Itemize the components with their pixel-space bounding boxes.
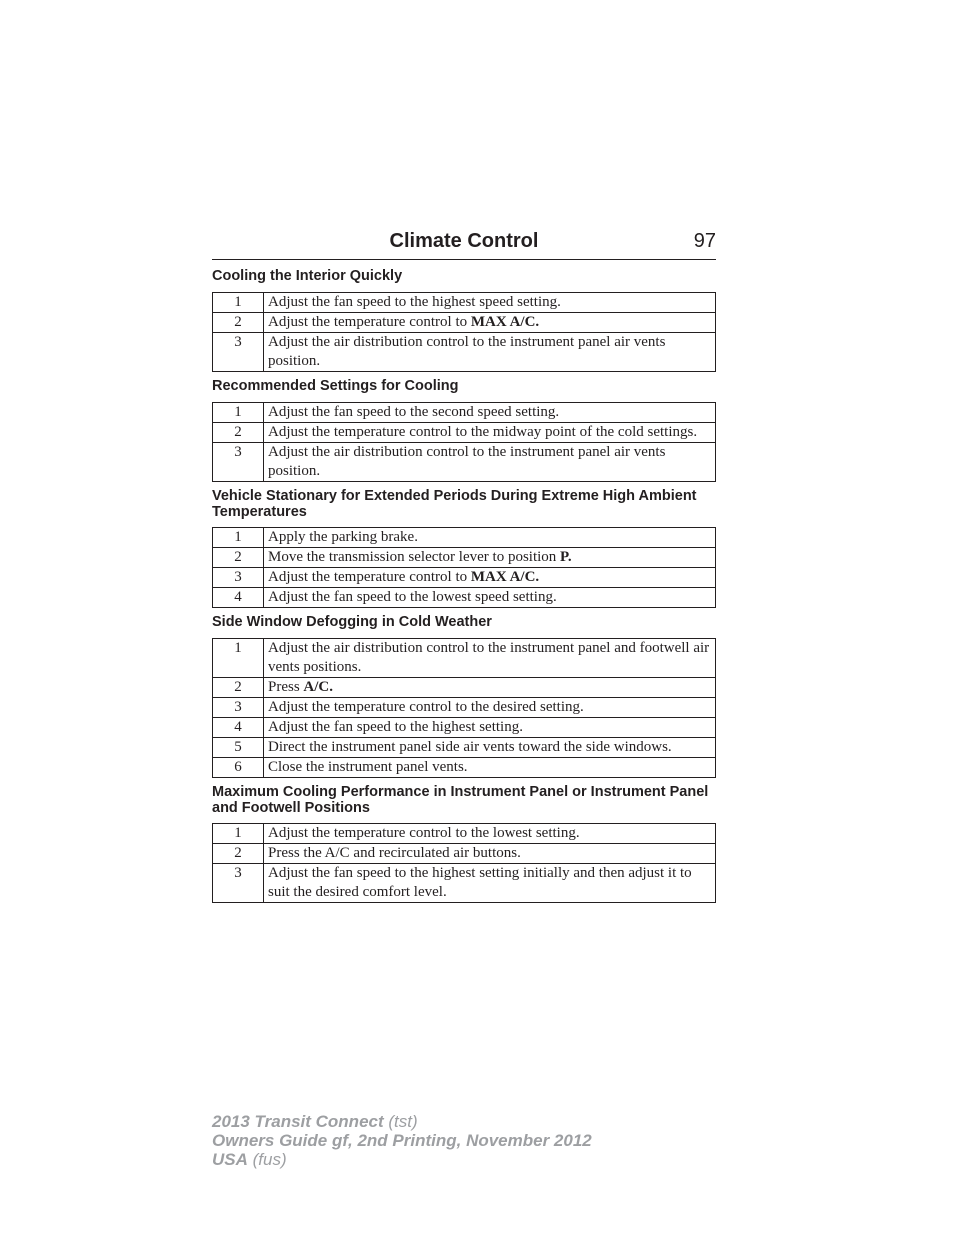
step-number: 3 <box>213 443 264 482</box>
table-row <box>213 639 716 678</box>
step-text-main: Adjust the air distribution control to the instrument panel and footwell air vents positions. <box>268 640 710 675</box>
step-text <box>264 758 716 778</box>
step-text-main: Apply the parking brake. <box>268 529 418 545</box>
step-text-main: Adjust the temperature control to <box>268 569 471 585</box>
steps-table-maximum-cooling <box>212 823 716 903</box>
table-row <box>213 293 716 313</box>
section-heading-maximum-cooling: Maximum Cooling Performance in Instrument Panel or Instrument Panel and Footwell Positions <box>212 784 709 816</box>
step-text <box>264 738 716 758</box>
step-number: 2 <box>213 548 264 568</box>
step-text-main: Adjust the fan speed to the highest speed setting. <box>268 294 561 310</box>
step-text-bold: A/C. <box>303 679 334 695</box>
step-number: 4 <box>213 718 264 738</box>
step-number: 2 <box>213 313 264 333</box>
table-row <box>213 313 716 333</box>
footer-line-vehicle <box>212 1112 592 1131</box>
step-text-main: Move the transmission selector lever to position <box>268 549 561 565</box>
step-text-main: Adjust the temperature control to <box>268 314 471 330</box>
page-footer <box>212 1112 592 1169</box>
step-text-main: Adjust the temperature control to the desired setting. <box>268 699 584 715</box>
step-text-bold: MAX A/C. <box>470 569 540 585</box>
step-text <box>264 864 716 903</box>
step-text-main: Adjust the temperature control to the lowest setting. <box>268 825 580 841</box>
step-text <box>264 293 716 313</box>
table-row <box>213 568 716 588</box>
step-text <box>264 528 716 548</box>
step-number: 1 <box>213 403 264 423</box>
step-text <box>264 824 716 844</box>
page-title: Climate Control <box>389 230 539 252</box>
step-text-main: Adjust the fan speed to the lowest speed setting. <box>268 589 557 605</box>
table-row <box>213 678 716 698</box>
step-text <box>264 403 716 423</box>
step-text-main: Adjust the fan speed to the highest setting. <box>268 719 523 735</box>
table-row <box>213 698 716 718</box>
step-text-main: Adjust the fan speed to the highest setting initially and then adjust it to suit the desired comfort level. <box>268 865 692 900</box>
table-row <box>213 758 716 778</box>
step-number: 2 <box>213 678 264 698</box>
step-text-main: Direct the instrument panel side air vents toward the side windows. <box>268 739 672 755</box>
table-row <box>213 588 716 608</box>
step-text <box>264 588 716 608</box>
page-number: 97 <box>693 230 716 252</box>
footer-market-code: (fus) <box>252 1150 287 1169</box>
page-header <box>212 229 716 260</box>
step-number: 4 <box>213 588 264 608</box>
step-text <box>264 443 716 482</box>
step-text-bold: MAX A/C. <box>470 314 540 330</box>
table-row <box>213 528 716 548</box>
footer-guide-edition: Owners Guide gf, 2nd Printing, November 2012 <box>212 1131 592 1150</box>
table-row <box>213 844 716 864</box>
step-text <box>264 548 716 568</box>
step-text <box>264 678 716 698</box>
steps-table-cooling-quickly <box>212 292 716 372</box>
step-text <box>264 844 716 864</box>
table-row <box>213 423 716 443</box>
step-text <box>264 423 716 443</box>
table-row <box>213 548 716 568</box>
step-text <box>264 698 716 718</box>
step-text-main: Press <box>268 679 304 695</box>
step-number: 5 <box>213 738 264 758</box>
step-number: 1 <box>213 293 264 313</box>
step-text <box>264 313 716 333</box>
step-text-bold: P. <box>560 549 572 565</box>
step-number: 1 <box>213 824 264 844</box>
footer-market: USA <box>212 1150 248 1169</box>
section-heading-cooling-quickly: Cooling the Interior Quickly <box>212 268 403 284</box>
footer-line-guide <box>212 1131 592 1150</box>
page-content <box>212 268 716 909</box>
table-row <box>213 403 716 423</box>
step-number: 6 <box>213 758 264 778</box>
step-text <box>264 639 716 678</box>
step-text-main: Adjust the temperature control to the midway point of the cold settings. <box>268 424 698 440</box>
table-row <box>213 824 716 844</box>
step-text-main: Press the A/C and recirculated air buttons. <box>268 845 521 861</box>
step-text-main: Adjust the fan speed to the second speed setting. <box>268 404 560 420</box>
step-number: 3 <box>213 568 264 588</box>
step-text-main: Adjust the air distribution control to the instrument panel air vents position. <box>268 444 666 479</box>
steps-table-recommended-cooling <box>212 402 716 482</box>
step-number: 3 <box>213 333 264 372</box>
table-row <box>213 333 716 372</box>
step-text <box>264 333 716 372</box>
step-text <box>264 718 716 738</box>
step-number: 2 <box>213 844 264 864</box>
footer-vehicle-model: 2013 Transit Connect <box>212 1112 384 1131</box>
steps-table-vehicle-stationary <box>212 527 716 608</box>
table-row <box>213 738 716 758</box>
steps-table-side-window-defogging <box>212 638 716 778</box>
section-heading-vehicle-stationary: Vehicle Stationary for Extended Periods During Extreme High Ambient Temperatures <box>212 488 697 520</box>
step-number: 1 <box>213 639 264 678</box>
footer-line-market <box>212 1150 592 1169</box>
section-heading-recommended-cooling: Recommended Settings for Cooling <box>212 378 459 394</box>
table-row <box>213 718 716 738</box>
step-text-main: Close the instrument panel vents. <box>268 759 468 775</box>
table-row <box>213 864 716 903</box>
footer-vehicle-code: (tst) <box>388 1112 418 1131</box>
table-row <box>213 443 716 482</box>
step-number: 1 <box>213 528 264 548</box>
step-number: 3 <box>213 698 264 718</box>
step-text <box>264 568 716 588</box>
step-number: 2 <box>213 423 264 443</box>
step-text-main: Adjust the air distribution control to the instrument panel air vents position. <box>268 334 666 369</box>
step-number: 3 <box>213 864 264 903</box>
section-heading-side-window-defogging: Side Window Defogging in Cold Weather <box>212 614 492 630</box>
